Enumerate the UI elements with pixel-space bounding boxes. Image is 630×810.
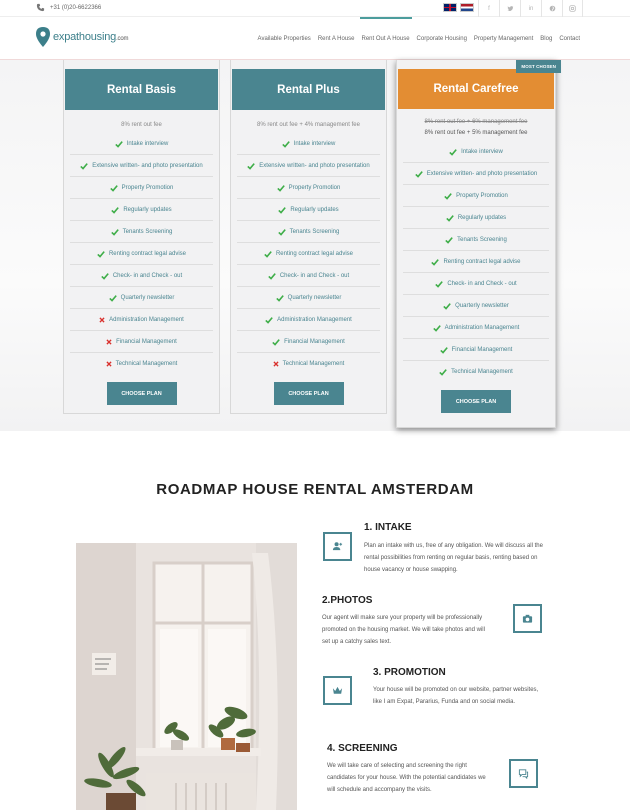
- feature-item: [237, 287, 380, 309]
- feature-label: Check- in and Check - out: [279, 272, 350, 279]
- feature-list: [70, 133, 213, 375]
- feature-label: Intake interview: [461, 148, 503, 155]
- feature-item: [237, 353, 380, 375]
- feature-label: Financial Management: [116, 338, 177, 345]
- check-icon: [440, 346, 448, 354]
- feature-label: Intake interview: [126, 140, 169, 147]
- feature-label: Administration Management: [277, 316, 352, 323]
- step-text: Our agent will make sure your property will be professionally promoted on the housing market. We will take photos and will set up a catchy sales text.: [322, 615, 485, 645]
- nav-available-properties[interactable]: Available Properties: [257, 36, 311, 42]
- nav-blog[interactable]: Blog: [540, 36, 553, 42]
- feature-item: [70, 331, 213, 353]
- check-icon: [272, 338, 280, 346]
- nav-rent-out-a-house[interactable]: Rent Out A House: [361, 36, 410, 42]
- feature-item: [70, 265, 213, 287]
- plan-fee: [397, 117, 555, 139]
- feature-label: Tenants Screening: [122, 228, 173, 235]
- feature-item: [237, 243, 380, 265]
- check-icon: [115, 140, 123, 148]
- camera-icon: [522, 613, 533, 624]
- check-icon: [415, 170, 423, 178]
- check-icon: [278, 228, 286, 236]
- check-icon: [446, 214, 454, 222]
- feature-label: Tenants Screening: [289, 228, 340, 235]
- promotion-step-icon-box: [323, 676, 352, 705]
- pinterest-icon[interactable]: [541, 0, 562, 17]
- feature-item: [70, 155, 213, 177]
- feature-label: Financial Management: [284, 338, 345, 345]
- feature-item: [403, 207, 549, 229]
- roadmap-step-photos: [322, 595, 492, 648]
- check-icon: [435, 280, 443, 288]
- check-icon: [443, 302, 451, 310]
- check-icon: [439, 368, 447, 376]
- english-flag-icon[interactable]: [443, 3, 457, 12]
- feature-item: [403, 339, 549, 361]
- check-icon: [444, 192, 452, 200]
- step-text: Your house will be promoted on our website, partner websites, like I am Expat, Pararius, Funda and on social media.: [373, 687, 539, 705]
- feature-label: Extensive written- and photo presentation: [92, 162, 203, 169]
- step-text: Plan an intake with us, free of any obligation. We will discuss all the rental possibilities from renting on regular basis, renting based on house vacancy or house swapping.: [364, 543, 543, 573]
- cross-icon: [99, 317, 105, 323]
- feature-label: Regularly updates: [123, 206, 172, 213]
- feature-label: Renting contract legal advise: [275, 250, 354, 257]
- check-icon: [276, 294, 284, 302]
- check-icon: [264, 250, 272, 258]
- cross-icon: [106, 361, 112, 367]
- check-icon: [433, 324, 441, 332]
- linkedin-icon[interactable]: in: [520, 0, 541, 17]
- feature-item: [403, 295, 549, 317]
- feature-label: Regularly updates: [290, 206, 339, 213]
- feature-label: Technical Management: [451, 369, 513, 375]
- plan-title: Rental Basis: [65, 69, 218, 110]
- language-switcher: [443, 3, 474, 12]
- user-plus-icon: [332, 541, 343, 552]
- social-links: [478, 0, 583, 17]
- phone-number: +31 (0)20-6622366: [50, 4, 102, 11]
- roadmap-title: ROADMAP HOUSE RENTAL AMSTERDAM: [156, 481, 474, 498]
- feature-item: [237, 221, 380, 243]
- cross-icon: [273, 361, 279, 367]
- check-icon: [268, 272, 276, 280]
- interior-photo: [76, 543, 297, 810]
- step-text: We will take care of selecting and screening the right candidates for your house. With the potential candidates we will schedule and accompany the visits.: [327, 763, 486, 793]
- feature-label: Renting contract legal advise: [108, 250, 187, 257]
- main-header: [0, 17, 630, 60]
- logo-text: expathousing.com: [53, 31, 129, 43]
- plan-card-rental-plus: [230, 60, 387, 414]
- feature-item: [403, 251, 549, 273]
- step-title: 2.PHOTOS: [322, 595, 373, 606]
- check-icon: [111, 228, 119, 236]
- cross-icon: [106, 339, 112, 345]
- feature-label: Quarterly newsletter: [120, 294, 175, 301]
- feature-label: Tenants Screening: [457, 236, 507, 243]
- feature-label: Quarterly newsletter: [455, 302, 509, 309]
- feature-label: Technical Management: [282, 361, 345, 367]
- feature-item: [70, 177, 213, 199]
- roadmap-step-screening: [327, 743, 492, 796]
- phone-contact[interactable]: [36, 3, 101, 12]
- roadmap-step-promotion: [373, 667, 545, 708]
- feature-list: [403, 141, 549, 383]
- photos-step-icon-box: [513, 604, 542, 633]
- feature-list: [237, 133, 380, 375]
- intake-step-icon-box: [323, 532, 352, 561]
- nav-contact[interactable]: Contact: [559, 36, 580, 42]
- site-logo[interactable]: [36, 27, 128, 47]
- step-title: 4. SCREENING: [327, 743, 398, 754]
- check-icon: [445, 236, 453, 244]
- main-navigation: [258, 36, 580, 42]
- check-icon: [111, 206, 119, 214]
- step-title: 1. INTAKE: [364, 522, 412, 533]
- feature-label: Property Promotion: [456, 192, 508, 199]
- feature-item: [403, 163, 549, 185]
- phone-icon: [36, 3, 45, 12]
- feature-item: [70, 243, 213, 265]
- twitter-icon[interactable]: [499, 0, 520, 17]
- feature-item: [237, 265, 380, 287]
- feature-item: [403, 141, 549, 163]
- feature-label: Intake interview: [293, 140, 336, 147]
- feature-item: [70, 287, 213, 309]
- chat-icon: [518, 768, 529, 779]
- top-bar: [0, 0, 630, 17]
- check-icon: [449, 148, 457, 156]
- check-icon: [431, 258, 439, 266]
- check-icon: [278, 206, 286, 214]
- feature-label: Check- in and Check - out: [112, 272, 183, 279]
- roadmap-step-intake: [364, 522, 544, 576]
- instagram-icon[interactable]: [562, 0, 583, 17]
- choose-plan-button[interactable]: CHOOSE PLAN: [107, 382, 177, 405]
- feature-item: [403, 273, 549, 295]
- feature-label: Property Promotion: [121, 184, 174, 191]
- feature-item: [403, 185, 549, 207]
- feature-label: Renting contract legal advise: [443, 258, 521, 265]
- new-fee: 8% rent out fee + 5% management fee: [424, 130, 528, 136]
- feature-item: [403, 361, 549, 383]
- feature-item: [237, 309, 380, 331]
- map-pin-icon: [36, 27, 50, 47]
- most-chosen-badge: MOST CHOSEN: [516, 60, 561, 73]
- plan-card-rental-carefree: [396, 60, 556, 428]
- dutch-flag-icon[interactable]: [460, 3, 474, 12]
- plan-fee: 8% rent out fee: [121, 122, 162, 128]
- nav-property-management[interactable]: Property Management: [473, 36, 534, 42]
- step-title: 3. PROMOTION: [373, 667, 446, 678]
- feature-item: [237, 133, 380, 155]
- feature-item: [70, 133, 213, 155]
- feature-item: [70, 353, 213, 375]
- check-icon: [97, 250, 105, 258]
- feature-label: Quarterly newsletter: [287, 294, 342, 301]
- plan-card-rental-basis: [63, 60, 220, 414]
- feature-label: Check- in and Check - out: [447, 280, 517, 287]
- crown-icon: [332, 685, 343, 696]
- feature-label: Financial Management: [451, 346, 513, 353]
- feature-label: Technical Management: [115, 361, 178, 367]
- check-icon: [80, 162, 88, 170]
- feature-item: [237, 331, 380, 353]
- feature-label: Extensive written- and photo presentation: [259, 162, 370, 169]
- facebook-icon[interactable]: f: [478, 0, 499, 17]
- choose-plan-button[interactable]: CHOOSE PLAN: [274, 382, 344, 405]
- plan-fee: 8% rent out fee + 4% management fee: [257, 122, 360, 128]
- feature-item: [237, 199, 380, 221]
- pricing-section: [0, 60, 630, 431]
- feature-label: Extensive written- and photo presentation: [426, 170, 538, 177]
- feature-item: [403, 229, 549, 251]
- feature-label: Property Promotion: [288, 184, 341, 191]
- plan-title: Rental Plus: [232, 69, 385, 110]
- feature-label: Regularly updates: [457, 214, 507, 221]
- check-icon: [277, 184, 285, 192]
- check-icon: [247, 162, 255, 170]
- feature-label: Administration Management: [444, 324, 520, 331]
- check-icon: [109, 294, 117, 302]
- old-fee: 8% rent out fee + 6% management fee: [424, 119, 528, 125]
- check-icon: [265, 316, 273, 324]
- screening-step-icon-box: [509, 759, 538, 788]
- feature-label: Administration Management: [109, 316, 184, 323]
- check-icon: [110, 184, 118, 192]
- feature-item: [237, 155, 380, 177]
- check-icon: [101, 272, 109, 280]
- nav-rent-a-house[interactable]: Rent A House: [317, 36, 355, 42]
- plan-title: Rental Carefree: [398, 69, 554, 109]
- check-icon: [282, 140, 290, 148]
- feature-item: [403, 317, 549, 339]
- feature-item: [70, 309, 213, 331]
- nav-corporate-housing[interactable]: Corporate Housing: [416, 36, 467, 42]
- feature-item: [70, 221, 213, 243]
- feature-item: [237, 177, 380, 199]
- choose-plan-button[interactable]: CHOOSE PLAN: [441, 390, 511, 413]
- feature-item: [70, 199, 213, 221]
